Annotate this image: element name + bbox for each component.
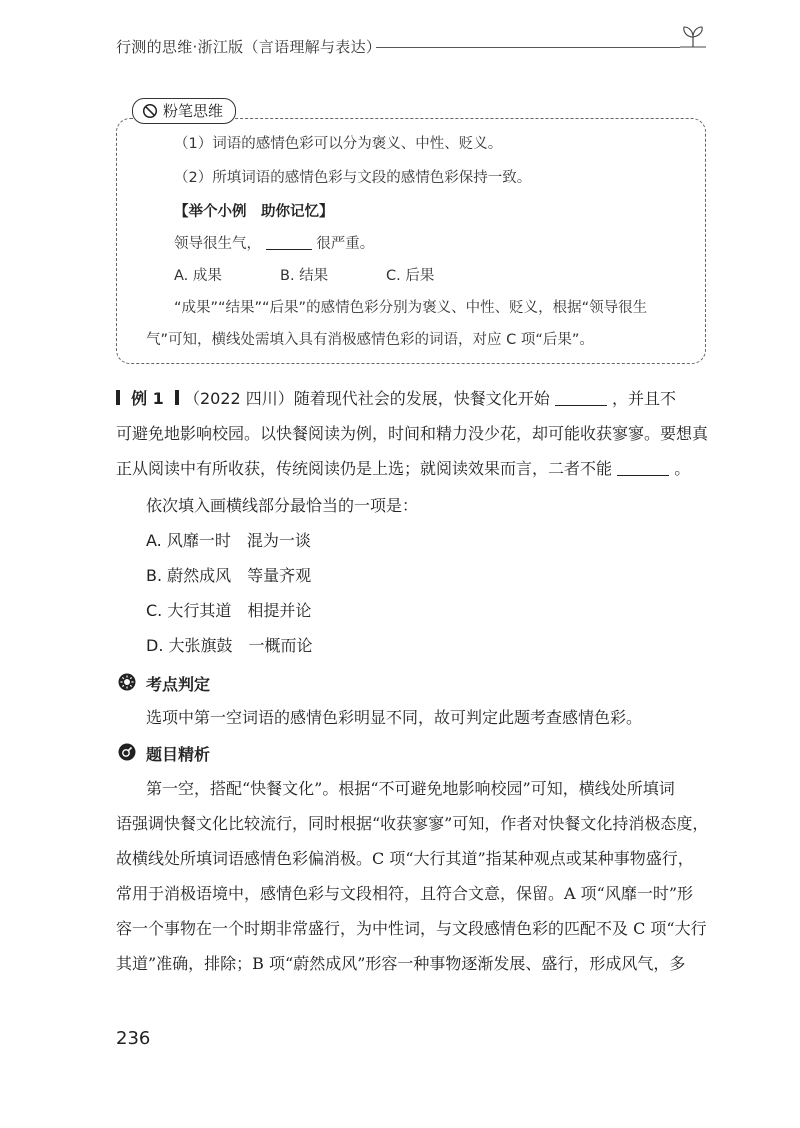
analysis-line-2: 语强调快餐文化比较流行，同时根据“收获寥寥”可知，作者对快餐文化持消极态度，	[116, 814, 709, 833]
tip-badge	[132, 98, 236, 124]
example-blank-2	[617, 461, 669, 476]
analysis-line-4: 常用于消极语境中，感情色彩与文段相符，且符合文意，保留。A 项“风靡一时”形	[116, 884, 694, 903]
analysis-line-6: 其道”准确，排除；B 项“蔚然成风”形容一种事物逐渐发展、盛行，形成风气，多	[116, 954, 686, 973]
no-symbol-icon	[142, 103, 158, 119]
example-prompt: 依次填入画横线部分最恰当的一项是：	[146, 496, 419, 515]
tip-explain-1: “成果”“结果”“后果”的感情色彩分别为褒义、中性、贬义，根据“领导很生	[174, 300, 648, 316]
example-line-3	[116, 458, 690, 480]
tip-line-2: （2）所填词语的感情色彩与文段的感情色彩保持一致。	[174, 170, 532, 186]
tip-explain-2: 气”可知，横线处需填入具有消极感情色彩的词语，对应 C 项“后果”。	[146, 332, 594, 348]
example-line-1	[116, 388, 676, 410]
example-line-1-a: （2022 四川）随着现代社会的发展，快餐文化开始	[184, 389, 550, 408]
sprout-icon	[676, 22, 710, 52]
example-bar-left	[116, 390, 120, 405]
example-blank-1	[555, 391, 607, 406]
analysis-line-3: 故横线处所填词语感情色彩偏消极。C 项“大行其道”指某种观点或某种事物盛行，	[116, 849, 694, 868]
sun-icon	[118, 673, 136, 691]
judge-head-label: 考点判定	[146, 675, 211, 694]
analysis-line-1: 第一空，搭配“快餐文化”。根据“不可避免地影响校园”可知，横线处所填词	[146, 779, 675, 798]
magnify-icon	[118, 743, 136, 761]
example-line-3-a: 正从阅读中有所收获，传统阅读仍是上选；就阅读效果而言，二者不能	[116, 459, 613, 478]
tip-example-head: 【举个小例 助你记忆】	[174, 204, 334, 220]
header-rule	[376, 47, 680, 48]
example-line-2: 可避免地影响校园。以快餐阅读为例，时间和精力没少花，却可能收获寥寥。要想真	[116, 424, 709, 443]
example-line-3-b: 。	[674, 459, 691, 478]
example-tag: 例 1	[131, 389, 164, 408]
analysis-head-label: 题目精析	[146, 745, 211, 764]
choice-c: C. 大行其道 相提并论	[146, 601, 312, 620]
analysis-line-5: 容一个事物在一个时期非常盛行，为中性词，与文段感情色彩的匹配不及 C 项“大行	[116, 919, 707, 938]
choice-d: D. 大张旗鼓 一概而论	[146, 636, 313, 655]
choice-b: B. 蔚然成风 等量齐观	[146, 566, 312, 585]
example-line-1-b: ，并且不	[612, 389, 677, 408]
example-bar-right	[175, 390, 179, 405]
tip-line-1: （1）词语的感情色彩可以分为褒义、中性、贬义。	[174, 136, 503, 152]
tip-blank	[266, 235, 312, 250]
tip-badge-label: 粉笔思维	[163, 102, 224, 120]
tip-option-c: C. 后果	[386, 268, 435, 284]
judge-text: 选项中第一空词语的感情色彩明显不同，故可判定此题考查感情色彩。	[146, 708, 643, 727]
judge-head	[146, 672, 210, 695]
tip-option-b: B. 结果	[280, 268, 329, 284]
tip-sentence-before: 领导很生气，	[174, 236, 261, 252]
running-header: 行测的思维·浙江版（言语理解与表达）	[116, 38, 382, 56]
tip-sentence	[174, 234, 374, 254]
page-number: 236	[116, 1028, 151, 1049]
analysis-head	[146, 742, 210, 765]
tip-sentence-after: 很严重。	[316, 236, 375, 252]
choice-a: A. 风靡一时 混为一谈	[146, 531, 311, 550]
tip-option-a: A. 成果	[174, 268, 222, 284]
